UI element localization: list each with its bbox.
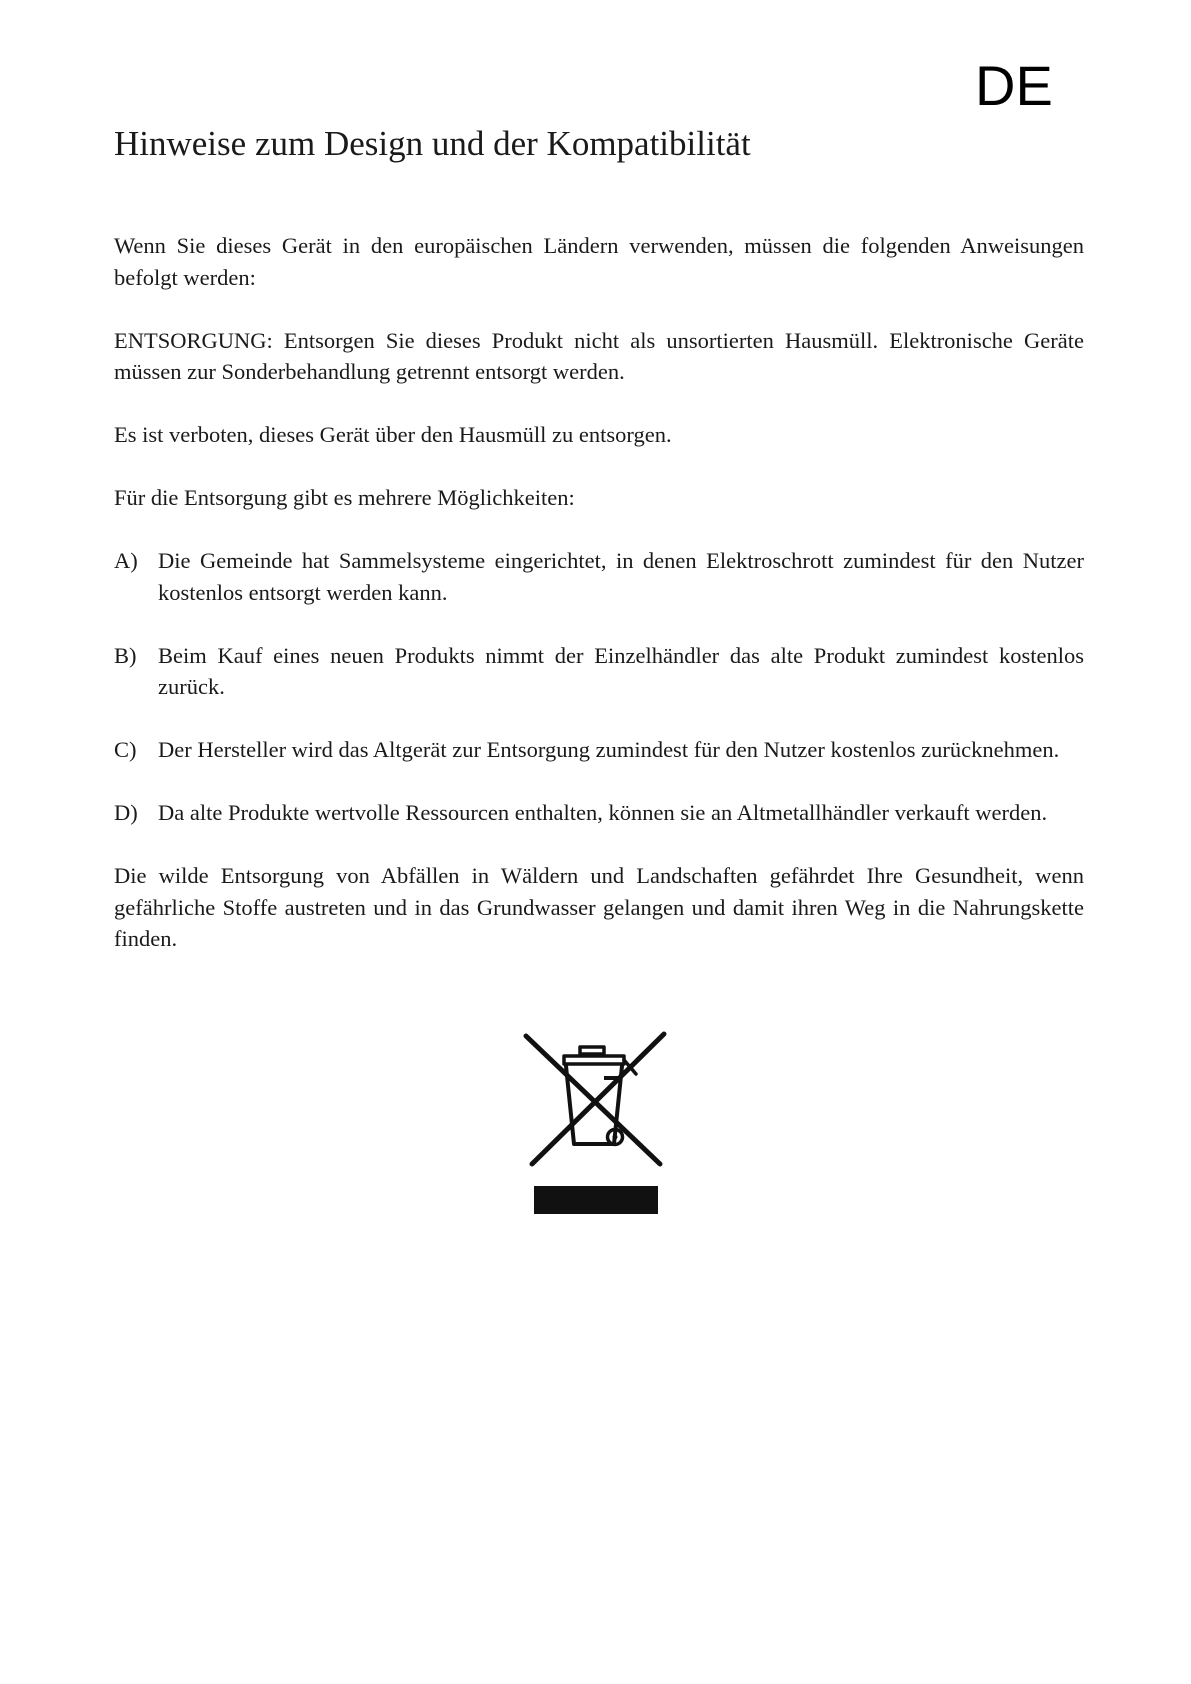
list-item-text: Die Gemeinde hat Sammelsysteme eingerichtet, in denen Elektroschrott zumindest für den Nutzer kostenlos entsorgt werden kann. bbox=[158, 548, 1084, 605]
disposal-notice-paragraph: ENTSORGUNG: Entsorgen Sie dieses Produkt nicht als unsortierten Hausmüll. Elektronische Geräte müssen zur Sonderbehandlung getrennt entsorgt werden. bbox=[114, 327, 1084, 384]
weee-symbol bbox=[520, 1026, 670, 1226]
list-item-letter: B) bbox=[114, 642, 137, 668]
options-intro-paragraph: Für die Entsorgung gibt es mehrere Möglichkeiten: bbox=[114, 485, 575, 510]
list-item-letter: D) bbox=[114, 800, 138, 825]
document-title: Hinweise zum Design und der Kompatibilität bbox=[114, 124, 751, 163]
list-item bbox=[114, 545, 1084, 608]
list-item bbox=[114, 734, 1084, 766]
weee-crossed-out-bin-icon bbox=[520, 1026, 670, 1226]
list-item-text: Beim Kauf eines neuen Produkts nimmt der Einzelhändler das alte Produkt zumindest kostenlos zurück. bbox=[158, 642, 1084, 699]
document-body bbox=[114, 122, 1084, 986]
list-item bbox=[114, 640, 1084, 703]
list-item-text: Der Hersteller wird das Altgerät zur Entsorgung zumindest für den Nutzer kostenlos zurücknehmen. bbox=[158, 737, 1060, 762]
list-item bbox=[114, 797, 1084, 829]
list-item-letter: A) bbox=[114, 548, 138, 573]
list-item-text: Da alte Produkte wertvolle Ressourcen enthalten, können sie an Altmetallhändler verkauft werden. bbox=[158, 800, 1048, 825]
warning-paragraph: Die wilde Entsorgung von Abfällen in Wäldern und Landschaften gefährdet Ihre Gesundheit, wenn gefährliche Stoffe austreten und in das Grundwasser gelangen und damit ihren Weg in die Nahrungskette finden. bbox=[114, 863, 1084, 951]
intro-paragraph: Wenn Sie dieses Gerät in den europäischen Ländern verwenden, müssen die folgenden Anweisungen befolgt werden: bbox=[114, 233, 1084, 290]
language-code: DE bbox=[975, 54, 1053, 117]
prohibition-paragraph: Es ist verboten, dieses Gerät über den Hausmüll zu entsorgen. bbox=[114, 422, 672, 447]
list-item-letter: C) bbox=[114, 737, 137, 762]
